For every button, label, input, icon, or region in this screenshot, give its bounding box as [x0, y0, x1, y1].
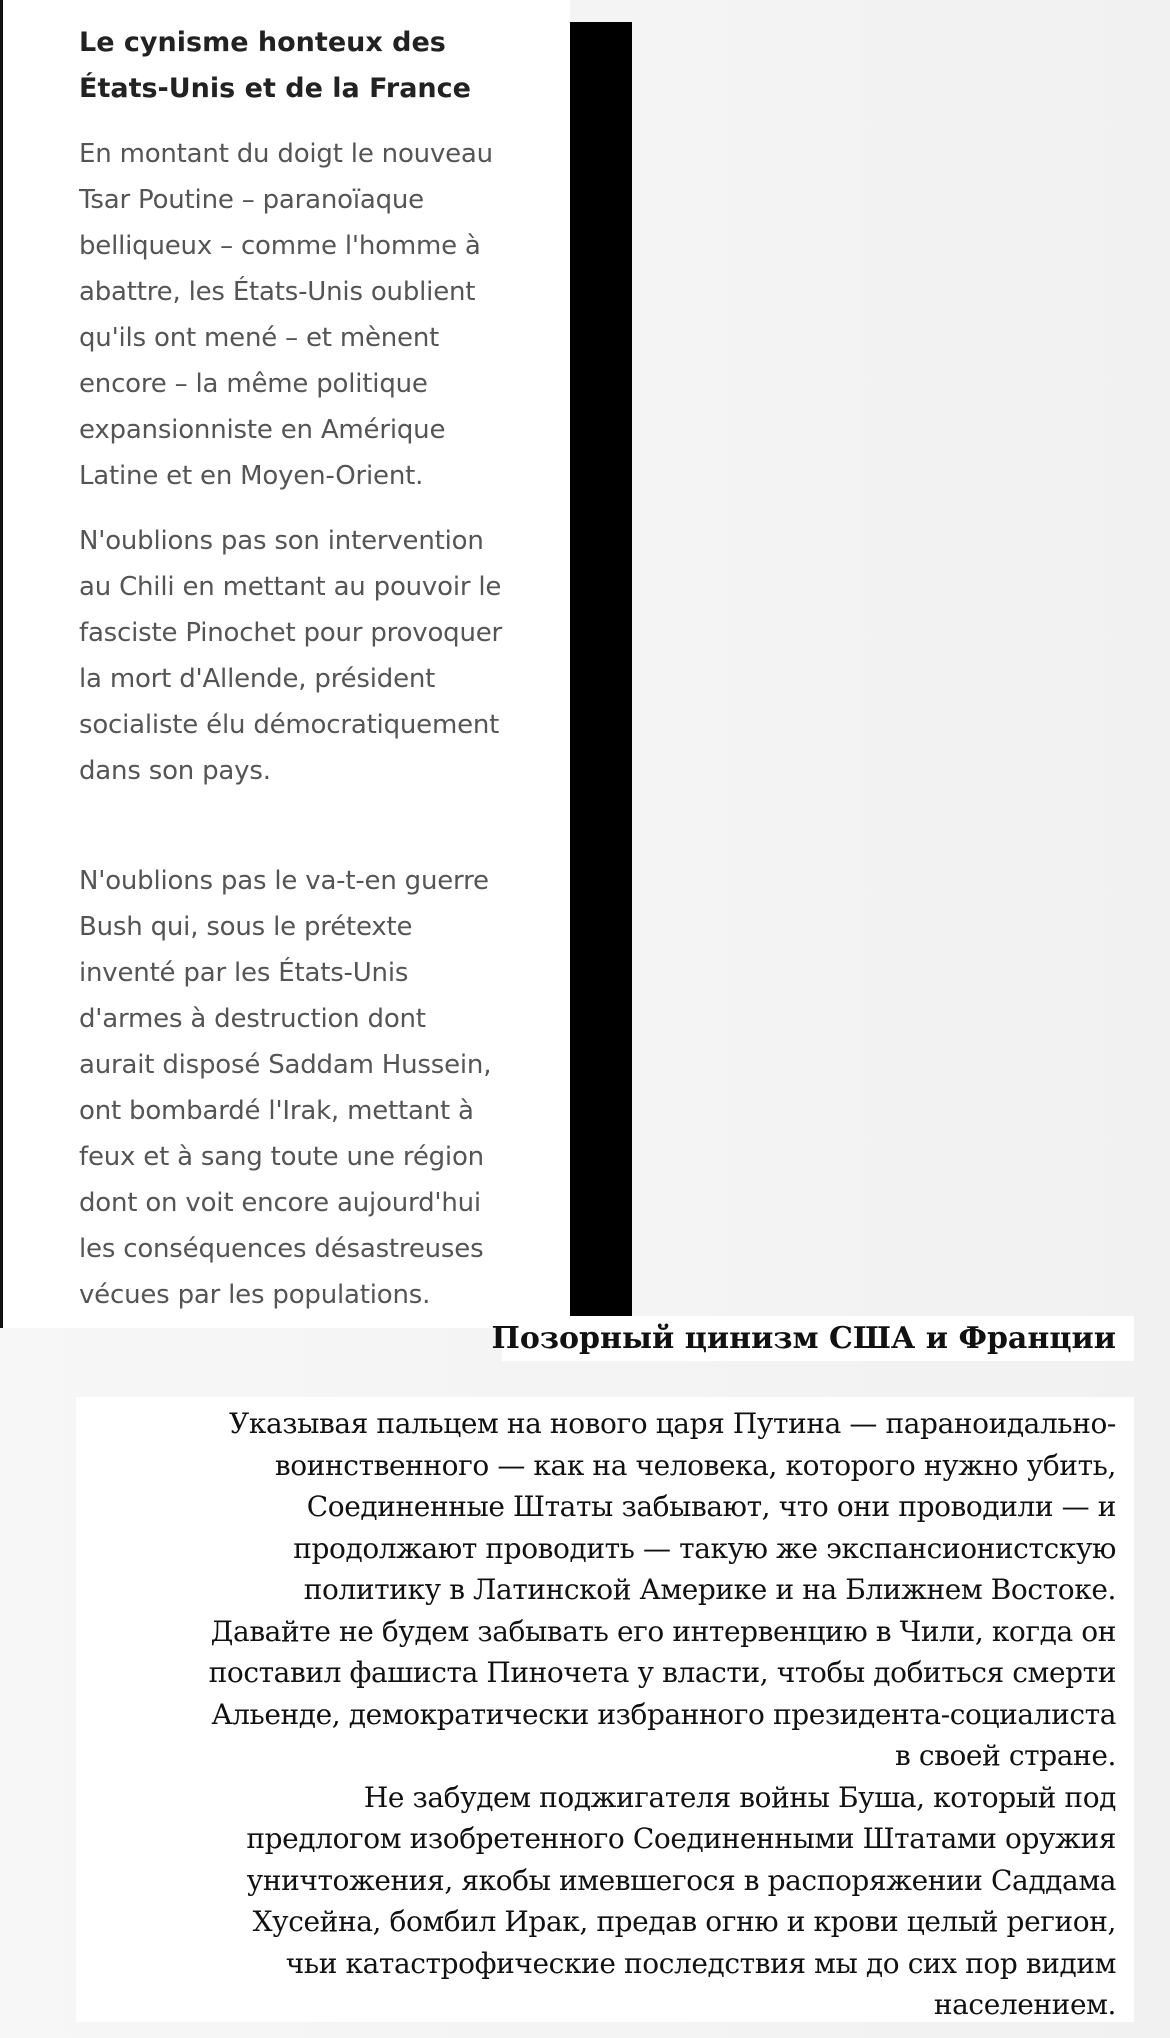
- translation-line: Соединенные Штаты забывают, что они проводили — и: [306, 1490, 1116, 1523]
- russian-title: Позорный цинизм США и Франции: [491, 1321, 1116, 1356]
- translation-line: предлогом изобретенного Соединенными Штатами оружия: [246, 1822, 1116, 1855]
- translation-line: Хусейна, бомбил Ирак, предав огню и крови целый регион,: [252, 1905, 1116, 1938]
- translation-line: поставил фашиста Пиночета у власти, чтобы добиться смерти: [208, 1656, 1116, 1689]
- translation-line: продолжают проводить — такую же экспансионистскую: [293, 1531, 1116, 1565]
- french-heading: Le cynisme honteux des États-Unis et de la France: [79, 27, 471, 104]
- black-redaction-bar: [570, 22, 632, 1316]
- russian-translation-text: [76, 1403, 1116, 2026]
- french-article: [3, 0, 570, 1328]
- translation-line: Не забудем поджигателя войны Буша, который под: [363, 1780, 1116, 1814]
- french-paragraph-1: En montant du doigt le nouveau Tsar Poutine – paranoïaque belliqueux – comme l'homme à abattre, les États-Unis oublient qu'ils ont mené – et mènent encore – la même politique expansionniste en Amérique Latine et en Moyen-Orient.: [79, 139, 493, 491]
- translation-line: в своей стране.: [894, 1739, 1116, 1772]
- translation-line: уничтожения, якобы имевшегося в распоряжении Саддама: [246, 1863, 1116, 1897]
- translation-line: воинственного — как на человека, которого нужно убить,: [274, 1448, 1116, 1482]
- french-paragraph-3: N'oublions pas le va-t-en guerre Bush qui, sous le prétexte inventé par les États-Unis d'armes à destruction dont aurait disposé Saddam Hussein, ont bombardé l'Irak, mettant à feux et à sang toute une région dont on voit encore aujourd'hui les conséquences désastreuses vécues par les populations.: [79, 866, 492, 1310]
- russian-translation-box: [76, 1397, 1134, 2022]
- french-paragraph-2: N'oublions pas son intervention au Chili en mettant au pouvoir le fasciste Pinochet pour provoquer la mort d'Allende, président socialiste élu démocratiquement dans son pays.: [79, 526, 503, 786]
- translation-line: населением.: [933, 1988, 1116, 2021]
- translation-line: Давайте не будем забывать его интервенцию в Чили, когда он: [210, 1614, 1116, 1648]
- russian-title-box: [491, 1316, 1134, 1361]
- translation-line: Указывая пальцем на нового царя Путина — параноидально-: [229, 1407, 1116, 1440]
- translation-line: политику в Латинской Америке и на Ближнем Востоке.: [303, 1573, 1116, 1606]
- translation-line: Альенде, демократически избранного президента-социалиста: [211, 1697, 1116, 1731]
- translation-line: чьи катастрофические последствия мы до сих пор видим: [285, 1946, 1116, 1980]
